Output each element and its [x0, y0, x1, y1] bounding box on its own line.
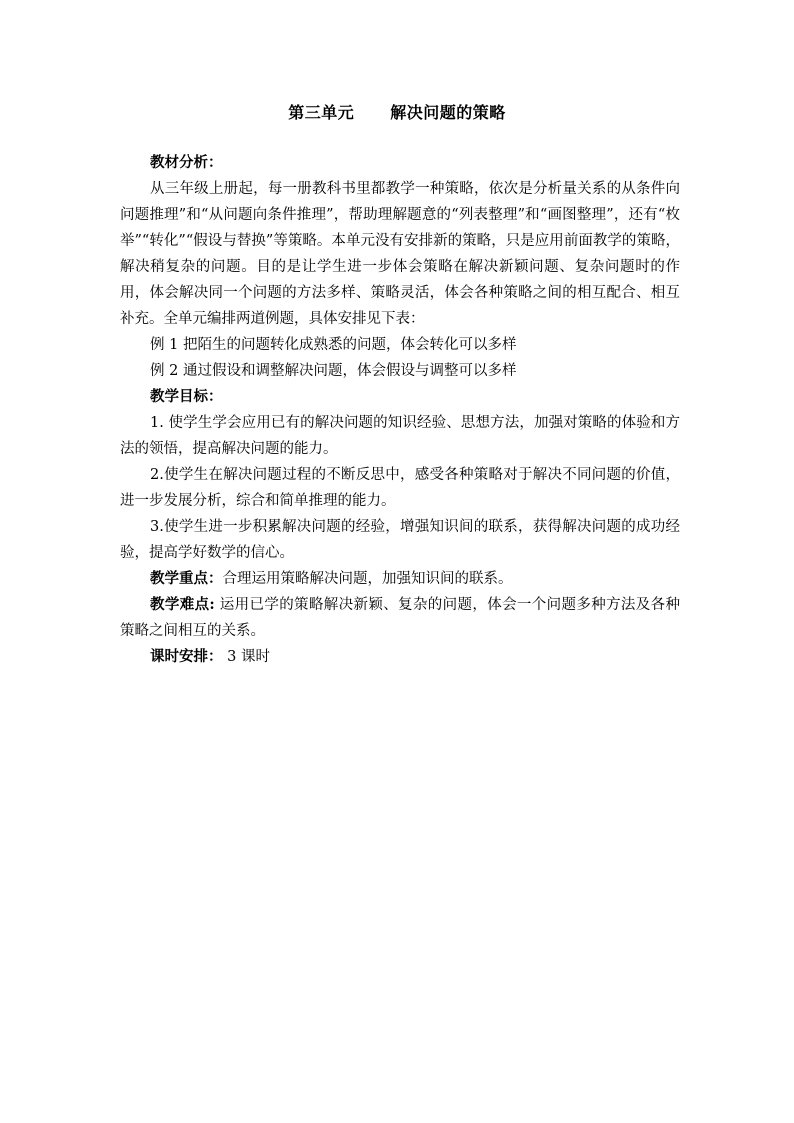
document-body — [120, 150, 680, 670]
schedule-label: 课时安排： — [150, 648, 223, 665]
difficulty-text: 运用已学的策略解决新颖、复杂的问题，体会一个问题多种方法及各种策略之间相互的关系。 — [120, 597, 681, 639]
difficulty-label: 教学难点: — [150, 596, 215, 613]
goal-1: 1. 使学生学会应用已有的解决问题的知识经验、思想方法，加强对策略的体验和方法的领悟，提高解决问题的能力。 — [120, 415, 680, 457]
focus-text: 合理运用策略解决问题，加强知识间的联系。 — [222, 571, 513, 587]
goal-2: 2.使学生在解决问题过程的不断反思中，感受各种策略对于解决不同问题的价值，进一步发展分析，综合和简单推理的能力。 — [120, 467, 680, 509]
focus-label: 教学重点： — [150, 570, 223, 587]
schedule-text: 3 课时 — [222, 649, 270, 665]
analysis-heading: 教材分析： — [150, 154, 223, 171]
teaching-focus — [120, 566, 680, 592]
page-title — [0, 100, 794, 123]
analysis-paragraph: 从三年级上册起，每一册教科书里都教学一种策略，依次是分析量关系的从条件向问题推理”和“从问题向条件推理”，帮助理解题意的“列表整理”和“画图整理”，还有“枚举”“转化”“假设与替换”等策略。本单元没有安排新的策略，只是应用前面教学的策略，解决稍复杂的问题。目的是让学生进一步体会策略在解决新颖问题、复杂问题时的作用，体会解决同一个问题的方法多样、策略灵活，体会各种策略之间的相互配合、相互补充。全单元编排两道例题，具体安排见下表： — [120, 181, 680, 327]
teaching-difficulty — [120, 592, 680, 644]
title-unit: 第三单元 — [288, 103, 355, 122]
example-1: 例 1 把陌生的问题转化成熟悉的问题，体会转化可以多样 — [150, 337, 517, 353]
example-2: 例 2 通过假设和调整解决问题，体会假设与调整可以多样 — [150, 363, 517, 379]
title-topic: 解决问题的策略 — [390, 103, 506, 122]
goal-3: 3.使学生进一步积累解决问题的经验，增强知识间的联系，获得解决问题的成功经验，提高学好数学的信心。 — [120, 519, 680, 561]
goals-heading: 教学目标： — [150, 388, 223, 405]
class-schedule — [120, 644, 680, 670]
